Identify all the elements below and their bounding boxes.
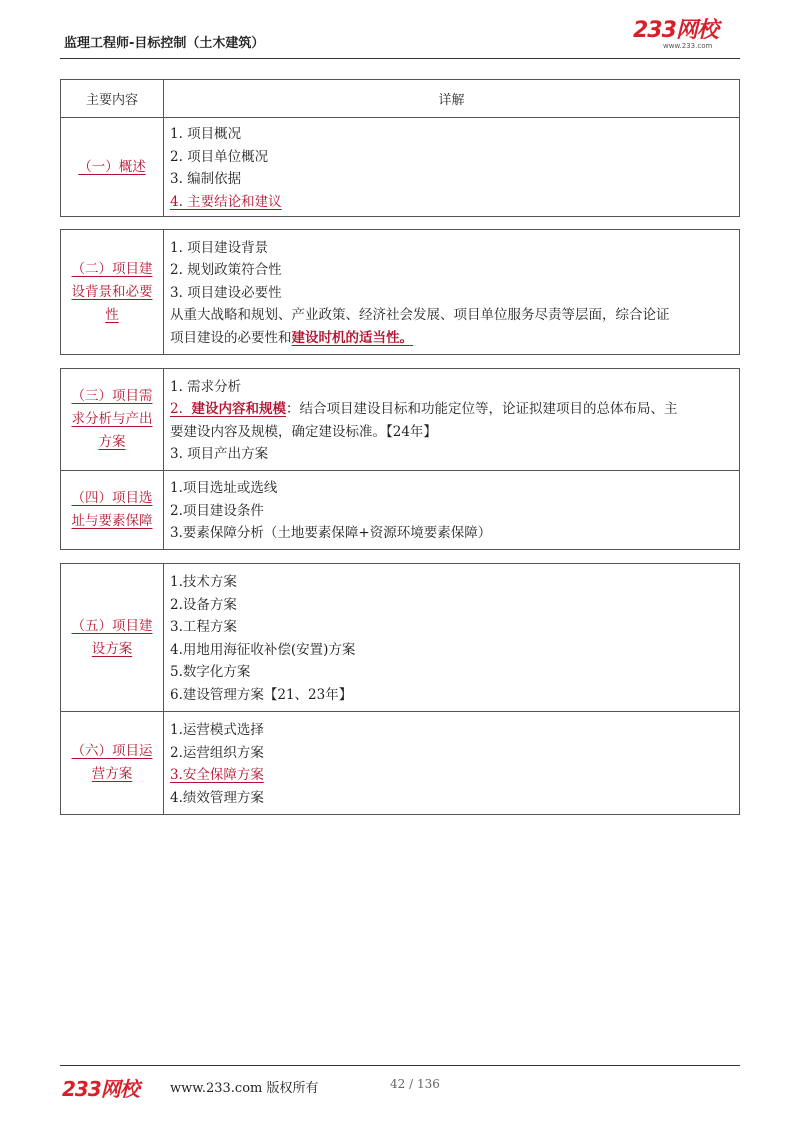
section-title-4: （四）项目选 址与要素保障 [61, 471, 164, 550]
section-title-1: （一）概述 [61, 118, 164, 217]
footer-divider [60, 1065, 740, 1066]
list-item-continued: 要建设内容及规模，确定建设标准。【24年】 [170, 423, 437, 440]
list-item: 2. 建设内容和规模：结合项目建设目标和功能定位等，论证拟建项目的总体布局、主 [170, 401, 678, 417]
section-detail-5 [164, 564, 740, 712]
list-item: 1.项目选址或选线 [170, 480, 278, 497]
table-block-2 [60, 229, 740, 355]
brand-logo [633, 20, 741, 52]
table-row [61, 712, 740, 815]
list-item: 3. 编制依据 [170, 171, 242, 187]
table-header-row [61, 80, 740, 118]
list-item-highlight: 4. 主要结论和建议 [170, 193, 282, 210]
column-header-detail: 详解 [164, 80, 740, 118]
paragraph-line: 项目建设的必要性和建设时机的适当性。 [170, 329, 413, 346]
list-item: 5.数字化方案 [170, 664, 251, 680]
section-detail-1 [164, 118, 740, 217]
list-item: 1.技术方案 [170, 574, 237, 590]
header-divider [60, 58, 740, 59]
list-item: 2.运营组织方案 [170, 744, 264, 761]
table-row [61, 564, 740, 712]
section-title-2: （二）项目建 设背景和必要 性 [61, 230, 164, 355]
table-block-3 [60, 368, 740, 550]
list-item: 1. 需求分析 [170, 378, 242, 395]
list-item: 2.项目建设条件 [170, 502, 264, 519]
list-item: 2. 规划政策符合性 [170, 262, 282, 279]
footer-logo: 233网校 [62, 1077, 139, 1101]
page-number: 42 / 136 [390, 1077, 440, 1091]
document-title: 监理工程师-目标控制（土木建筑） [64, 36, 265, 51]
section-detail-6 [164, 712, 740, 815]
paragraph-line: 从重大战略和规划、产业政策、经济社会发展、项目单位服务尽责等层面，综合论证 [170, 307, 670, 324]
list-item: 1. 项目建设背景 [170, 239, 269, 256]
list-item: 3. 项目产出方案 [170, 446, 269, 462]
table-row [61, 118, 740, 217]
list-item: 3.工程方案 [170, 619, 237, 635]
logo-text: 233网校 [633, 18, 718, 43]
list-item: 4.绩效管理方案 [170, 789, 264, 806]
list-item: 3. 项目建设必要性 [170, 284, 282, 301]
list-item-highlight: 3.安全保障方案 [170, 767, 264, 783]
list-item: 1. 项目概况 [170, 126, 242, 142]
column-header-content: 主要内容 [61, 80, 164, 118]
section-title-3: （三）项目需 求分析与产出 方案 [61, 369, 164, 471]
list-item: 3.要素保障分析（土地要素保障+资源环境要素保障） [170, 525, 492, 542]
list-item: 6.建设管理方案【21、23年】 [170, 686, 353, 703]
table-row [61, 230, 740, 355]
list-item: 2.设备方案 [170, 596, 237, 613]
table-block-4 [60, 563, 740, 815]
list-item: 4.用地用海征收补偿(安置)方案 [170, 641, 356, 658]
section-detail-4 [164, 471, 740, 550]
section-detail-3 [164, 369, 740, 471]
highlight-text: 建设时机的适当性。 [291, 329, 413, 346]
copyright-text: www.233.com 版权所有 [170, 1081, 319, 1096]
table-row [61, 471, 740, 550]
section-detail-2 [164, 230, 740, 355]
list-item: 1.运营模式选择 [170, 722, 264, 738]
table-block-1 [60, 79, 740, 217]
section-title-6: （六）项目运 营方案 [61, 712, 164, 815]
highlight-text: 建设内容和规模 [191, 401, 286, 417]
logo-url: www.233.com [663, 42, 713, 50]
section-title-5: （五）项目建 设方案 [61, 564, 164, 712]
list-item: 2. 项目单位概况 [170, 148, 269, 165]
table-row [61, 369, 740, 471]
